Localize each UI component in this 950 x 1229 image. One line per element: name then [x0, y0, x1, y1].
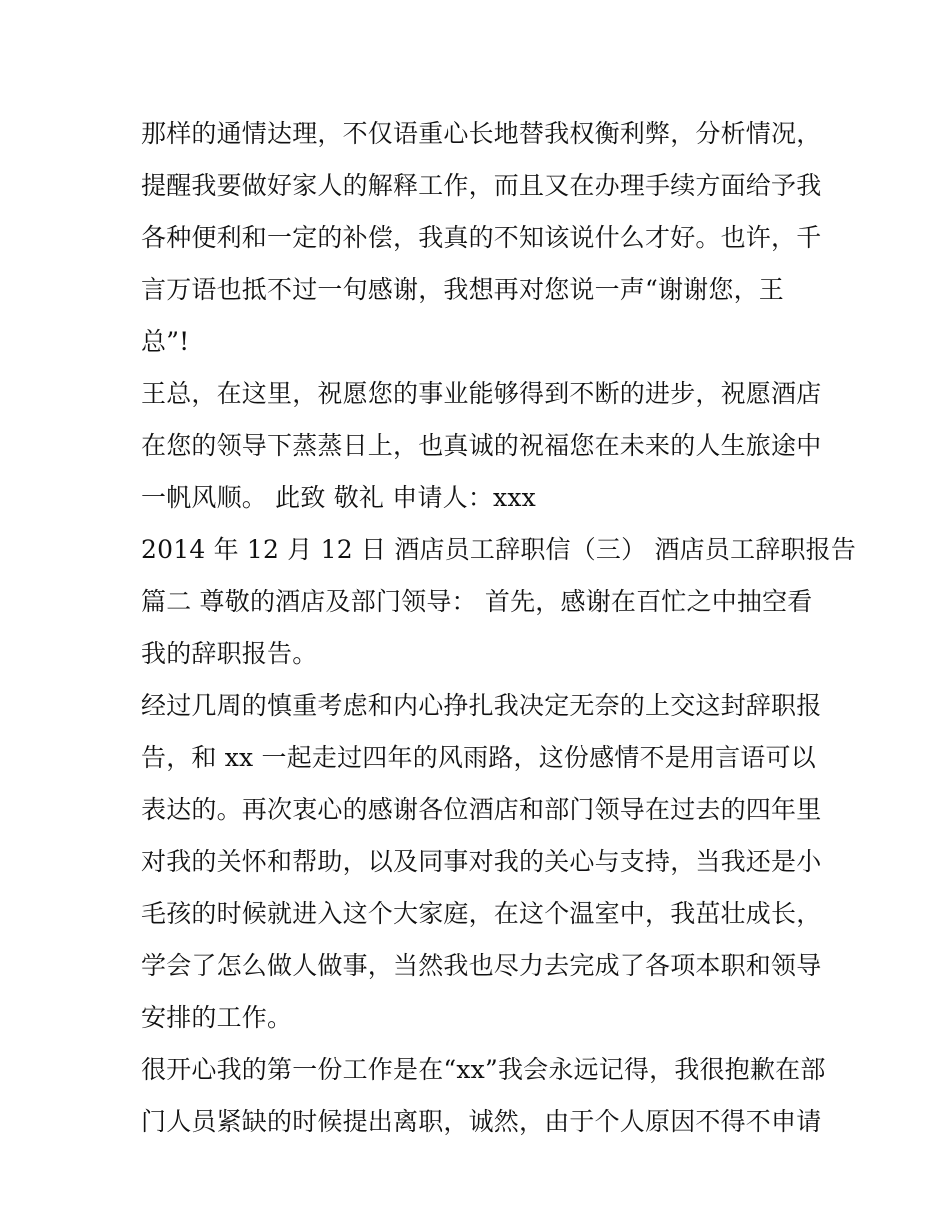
text-line: 安排的工作。 — [141, 1003, 293, 1032]
text-line: 表达的。再次衷心的感谢各位酒店和部门领导在过去的四年里 — [141, 795, 822, 824]
text-line: 总”! — [141, 327, 190, 356]
text-line: 门人员紧缺的时候提出离职，诚然，由于个人原因不得不申请 — [141, 1107, 822, 1136]
letter-body — [141, 108, 857, 1148]
text-line: 毛孩的时候就进入这个大家庭，在这个温室中，我茁壮成长， — [141, 899, 822, 928]
text-line: 各种便利和一定的补偿，我真的不知该说什么才好。也许，千 — [141, 223, 822, 252]
text-line: 篇二 尊敬的酒店及部门领导： 首先，感谢在百忙之中抽空看 — [141, 587, 813, 616]
text-line: 王总，在这里，祝愿您的事业能够得到不断的进步，祝愿酒店 — [141, 379, 822, 408]
text-line: 对我的关怀和帮助，以及同事对我的关心与支持，当我还是小 — [141, 847, 822, 876]
text-line: 很开心我的第一份工作是在“xx”我会永远记得，我很抱歉在部 — [141, 1055, 826, 1084]
text-line: 2014 年 12 月 12 日 酒店员工辞职信（三） 酒店员工辞职报告 — [141, 535, 857, 564]
text-line: 言万语也抵不过一句感谢，我想再对您说一声“谢谢您，王 — [141, 275, 784, 304]
text-line: 学会了怎么做人做事，当然我也尽力去完成了各项本职和领导 — [141, 951, 822, 980]
text-line: 那样的通情达理，不仅语重心长地替我权衡利弊，分析情况， — [141, 119, 822, 148]
text-line: 经过几周的慎重考虑和内心挣扎我决定无奈的上交这封辞职报 — [141, 691, 822, 720]
text-line: 我的辞职报告。 — [141, 639, 318, 668]
text-line: 一帆风顺。 此致 敬礼 申请人：xxx — [141, 483, 536, 512]
text-line: 在您的领导下蒸蒸日上，也真诚的祝福您在未来的人生旅途中 — [141, 431, 822, 460]
text-line: 告，和 xx 一起走过四年的风雨路，这份感情不是用言语可以 — [141, 743, 816, 772]
text-line: 提醒我要做好家人的解释工作，而且又在办理手续方面给予我 — [141, 171, 822, 200]
